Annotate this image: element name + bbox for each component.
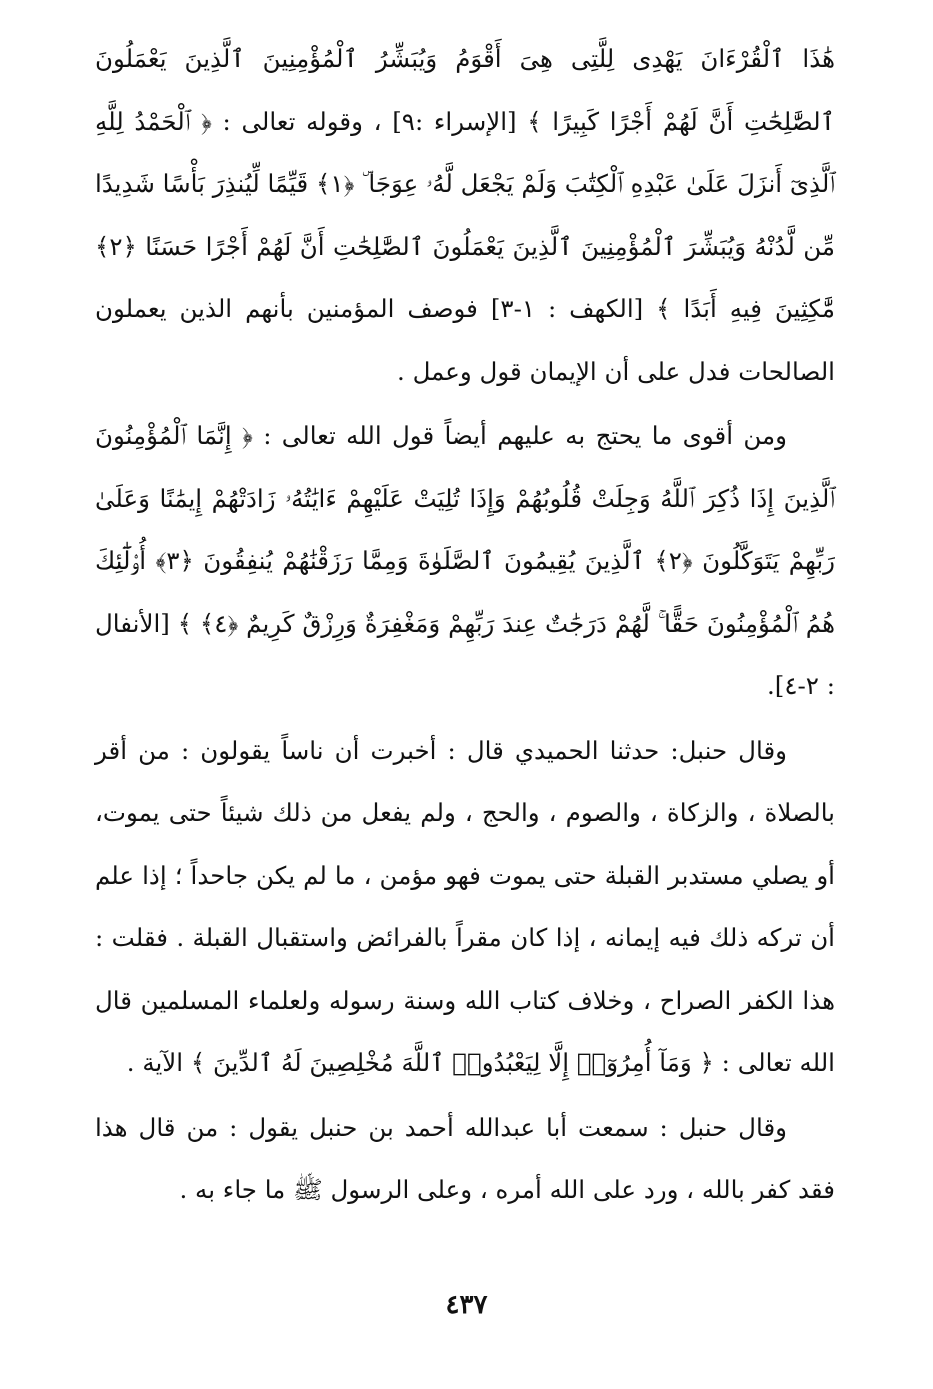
paragraph-1: هَٰذَا ٱلْقُرْءَانَ يَهْدِى لِلَّتِى هِىَ أَقْوَمُ وَيُبَشِّرُ ٱلْمُؤْمِنِينَ ٱلَّذِينَ يَعْمَلُونَ ٱلصَّٰلِحَٰتِ أَنَّ لَهُمْ أَجْرًا كَبِيرًا ﴾ [الإسراء :٩] ، وقوله تعالى : ﴿ ٱلْحَمْدُ لِلَّهِ ٱلَّذِىٓ أَنزَلَ عَلَىٰ عَبْدِهِ ٱلْكِتَٰبَ وَلَمْ يَجْعَل لَّهُۥ عِوَجَا ۜ ﴿١﴾ قَيِّمًا لِّيُنذِرَ بَأْسًا شَدِيدًا مِّن لَّدُنْهُ وَيُبَشِّرَ ٱلْمُؤْمِنِينَ ٱلَّذِينَ يَعْمَلُونَ ٱلصَّٰلِحَٰتِ أَنَّ لَهُمْ أَجْرًا حَسَنًا ﴿٢﴾ مَّٰكِثِينَ فِيهِ أَبَدًا ﴾ [الكهف : ١-٣] فوصف المؤمنين بأنهم الذين يعملون الصالحات فدل على أن الإيمان قول وعمل .	[95, 44, 835, 386]
page-body	[95, 28, 835, 1222]
paragraph-2: ومن أقوى ما يحتج به عليهم أيضاً قول الله تعالى : ﴿ إِنَّمَا ٱلْمُؤْمِنُونَ ٱلَّذِينَ إِذَا ذُكِرَ ٱللَّهُ وَجِلَتْ قُلُوبُهُمْ وَإِذَا تُلِيَتْ عَلَيْهِمْ ءَايَٰتُهُۥ زَادَتْهُمْ إِيمَٰنًا وَعَلَىٰ رَبِّهِمْ يَتَوَكَّلُونَ ﴿٢﴾ ٱلَّذِينَ يُقِيمُونَ ٱلصَّلَوٰةَ وَمِمَّا رَزَقْنَٰهُمْ يُنفِقُونَ ﴿٣﴾ أُو۟لَٰٓئِكَ هُمُ ٱلْمُؤْمِنُونَ حَقًّا ۚ لَّهُمْ دَرَجَٰتٌ عِندَ رَبِّهِمْ وَمَغْفِرَةٌ وَرِزْقٌ كَرِيمٌ ﴿٤﴾ ﴾ [الأنفال : ٢-٤].	[95, 421, 836, 700]
page-number: ٤٣٧	[445, 1290, 488, 1320]
paragraph-3: وقال حنبل: حدثنا الحميدي قال : أخبرت أن ناساً يقولون : من أقر بالصلاة ، والزكاة ، والصوم ، والحج ، ولم يفعل من ذلك شيئاً حتى يموت، أو يصلي مستدبر القبلة حتى يموت فهو مؤمن ، ما لم يكن جاحداً ؛ إذا علم أن تركه ذلك فيه إيمانه ، إذا كان مقراً بالفرائض واستقبال القبلة . فقلت : هذا الكفر الصراح ، وخلاف كتاب الله وسنة رسوله ولعلماء المسلمين قال الله تعالى : ﴿ وَمَآ أُمِرُوٓا۟ إِلَّا لِيَعْبُدُوا۟ ٱللَّهَ مُخْلِصِينَ لَهُ ٱلدِّينَ ﴾ الآية .	[95, 735, 835, 1077]
paragraph-4: وقال حنبل : سمعت أبا عبدالله أحمد بن حنبل يقول : من قال هذا فقد كفر بالله ، ورد على الله أمره ، وعلى الرسول ﷺ ما جاء به .	[95, 1112, 835, 1204]
